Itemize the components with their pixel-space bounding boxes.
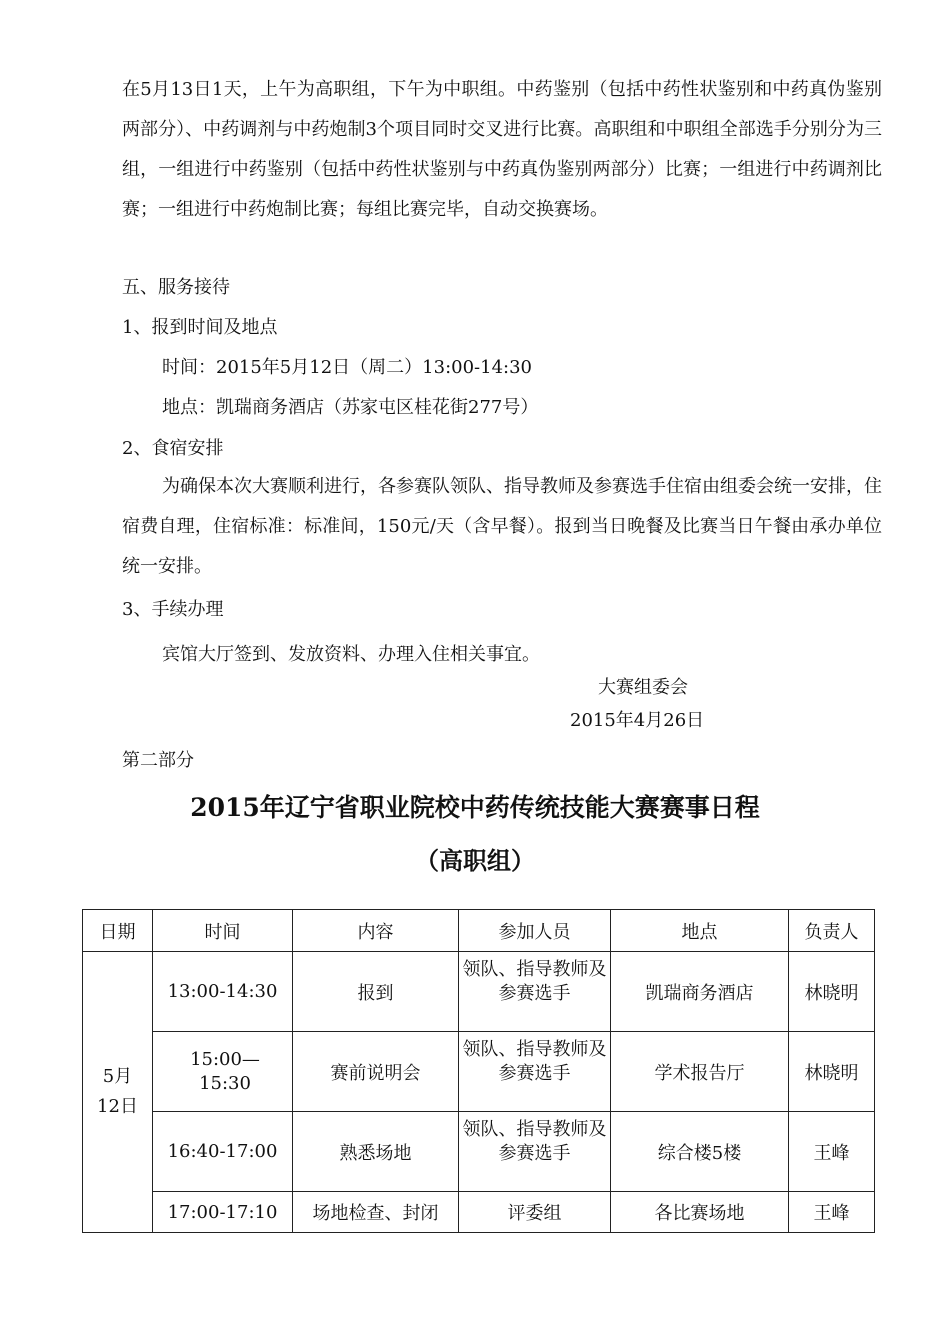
procedures-text: 宾馆大厅签到、发放资料、办理入住相关事宜。 [162,644,540,665]
time-text: 15:00—15:30 [190,1048,260,1094]
person-cell: 林晓明 [789,1032,875,1112]
person-cell: 王峰 [789,1112,875,1192]
date-cell [83,952,153,1233]
item-heading-registration: 1、报到时间及地点 [122,317,278,338]
content-cell: 熟悉场地 [293,1112,459,1192]
participants-cell [459,1112,611,1192]
accommodation-paragraph: 为确保本次大赛顺利进行，各参赛队领队、指导教师及参赛选手住宿由组委会统一安排，住宿费自理，住宿标准：标准间，150元/天（含早餐）。报到当日晚餐及比赛当日午餐由承办单位统一安排。 [122,476,882,577]
content-cell: 赛前说明会 [293,1032,459,1112]
signature-organizer: 大赛组委会 [598,677,688,698]
participants-cell: 评委组 [459,1192,611,1233]
item-heading-procedures: 3、手续办理 [122,599,224,620]
time-cell: 13:00-14:30 [153,952,293,1032]
time-cell [153,1032,293,1112]
table-row [83,1192,875,1233]
section-heading-service: 五、服务接待 [122,277,230,298]
header-date: 日期 [83,910,153,952]
schedule-table [82,909,875,1233]
header-time: 时间 [153,910,293,952]
part-two-label: 第二部分 [122,750,194,771]
schedule-title: 2015年辽宁省职业院校中药传统技能大赛赛事日程 [190,793,760,822]
table-row [83,1112,875,1192]
place-cell: 学术报告厅 [611,1032,789,1112]
participants-cell [459,1032,611,1112]
content-cell: 报到 [293,952,459,1032]
place-cell: 凯瑞商务酒店 [611,952,789,1032]
date-month: 5月 [102,1066,133,1087]
header-content: 内容 [293,910,459,952]
table-row [83,1032,875,1112]
header-place: 地点 [611,910,789,952]
participants-text: 领队、指导教师及参赛选手 [462,1038,607,1084]
content-cell: 场地检查、封闭 [293,1192,459,1233]
item-heading-accommodation: 2、食宿安排 [122,438,224,459]
participants-cell [459,952,611,1032]
table-row [83,952,875,1032]
person-cell: 王峰 [789,1192,875,1233]
header-participants: 参加人员 [459,910,611,952]
place-cell: 综合楼5楼 [611,1112,789,1192]
place-cell: 各比赛场地 [611,1192,789,1233]
time-cell: 16:40-17:00 [153,1112,293,1192]
registration-place: 地点：凯瑞商务酒店（苏家屯区桂花街277号） [162,397,539,418]
registration-time: 时间：2015年5月12日（周二）13:00-14:30 [162,357,532,378]
participants-text: 领队、指导教师及参赛选手 [462,958,607,1004]
participants-text: 领队、指导教师及参赛选手 [462,1118,607,1164]
schedule-subtitle: （高职组） [415,846,535,875]
date-day: 12日 [97,1096,138,1117]
competition-arrangement-paragraph: 在5月13日1天，上午为高职组，下午为中职组。中药鉴别（包括中药性状鉴别和中药真伪鉴别两部分）、中药调剂与中药炮制3个项目同时交叉进行比赛。高职组和中职组全部选手分别分为三组，一组进行中药鉴别（包括中药性状鉴别与中药真伪鉴别两部分）比赛；一组进行中药调剂比赛；一组进行中药炮制比赛；每组比赛完毕，自动交换赛场。 [122,79,882,220]
person-cell: 林晓明 [789,952,875,1032]
signature-date: 2015年4月26日 [570,710,705,731]
header-person: 负责人 [789,910,875,952]
time-cell: 17:00-17:10 [153,1192,293,1233]
table-header-row [83,910,875,952]
